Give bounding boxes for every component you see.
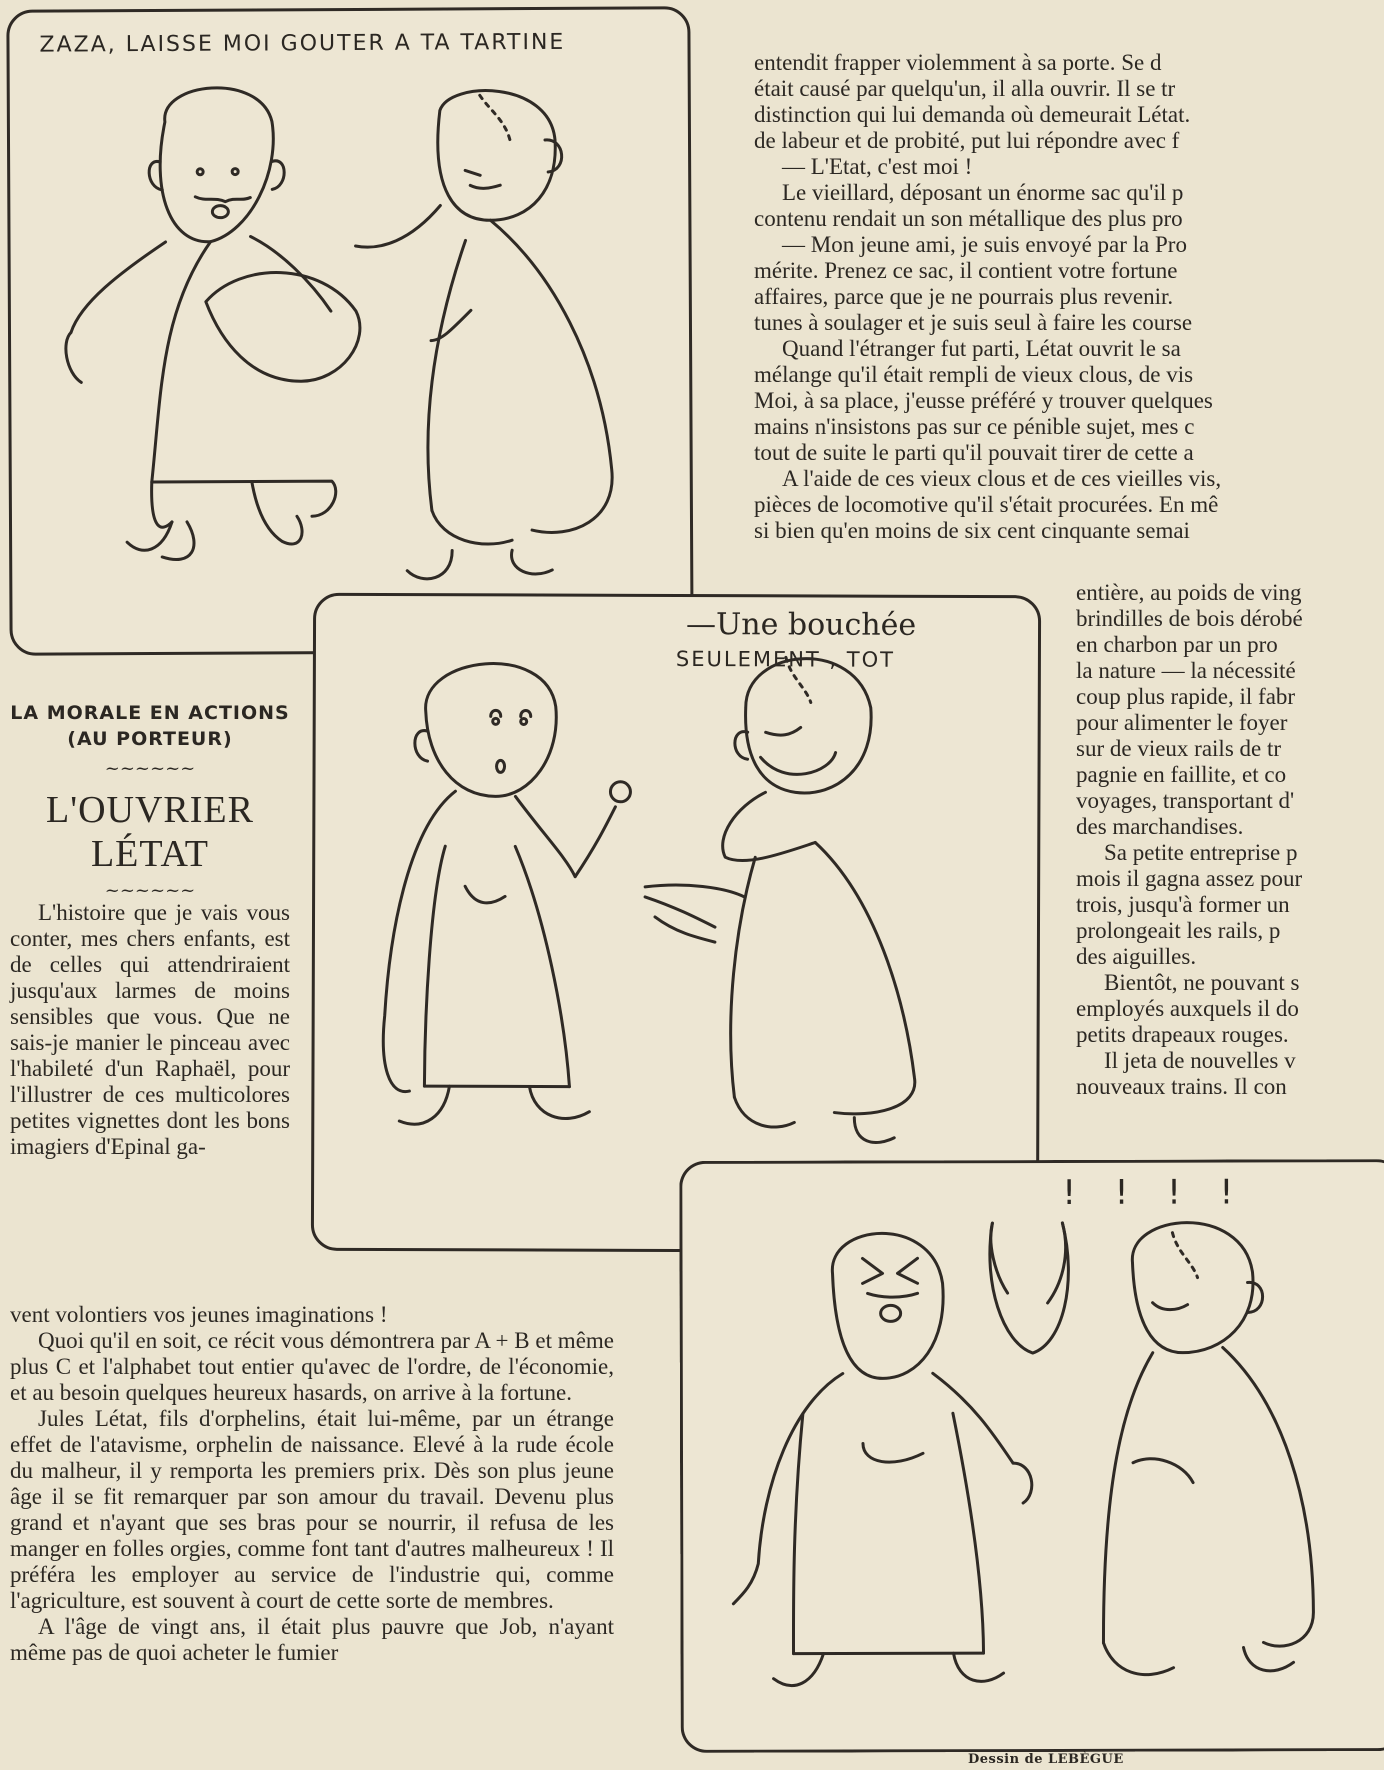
narrow-line-19: Il jeta de nouvelles v [1104, 1048, 1296, 1073]
narrow-line-10: des marchandises. [1076, 814, 1244, 839]
right-line-13: mélange qu'il était rempli de vieux clous, de vis [754, 362, 1194, 387]
panel-2-caption-line2: SEULEMENT , TOT [675, 646, 896, 672]
right-line-19: si bien qu'en moins de six cent cinquante semai [754, 518, 1190, 543]
flourish-bottom: ~~~~~~ [104, 880, 196, 901]
narrow-line-1: entière, au poids de ving [1076, 580, 1302, 605]
narrow-line-14: prolongeait les rails, p [1076, 918, 1281, 943]
drawing-credit: Dessin de LEBÈGUE [968, 1752, 1124, 1767]
right-line-2: était causé par quelqu'un, il alla ouvrir. Il se tr [754, 76, 1176, 101]
comic-panel-1 [6, 6, 693, 656]
narrow-line-9: voyages, transportant d' [1076, 788, 1295, 813]
bottom-paragraph-3: Jules Létat, fils d'orphelins, était lui-même, par un étrange effet de l'atavisme, orphelin de naissance. Elevé à la rude école du malheur, il y remporta les premiers prix. Dès son plus jeune âge il se fit remarquer par son amour du travail. Devenu plus grand et n'ayant que ses bras pour se nourrir, il refusa de les manger en folles orgies, comme font tant d'autres malheureux ! Il préféra les employer au service de l'industrie qui, comme l'agriculture, est souvent à court de cette sorte de membres. [10, 1406, 614, 1613]
right-line-10: affaires, parce que je ne pourrais plus revenir. [754, 284, 1174, 309]
right-line-15: mains n'insistons pas sur ce pénible sujet, mes c [754, 414, 1195, 439]
right-line-1: entendit frapper violemment à sa porte. Se d [754, 50, 1162, 75]
right-line-9: mérite. Prenez ce sac, il contient votre fortune [754, 258, 1178, 283]
comic-panel-3 [679, 1159, 1384, 1753]
right-line-11: tunes à soulager et je suis seul à faire les course [754, 310, 1193, 335]
series-subtitle: (AU PORTEUR) [67, 728, 233, 750]
bottom-paragraph-2: Quoi qu'il en soit, ce récit vous démontrera par A + B et même plus C et l'alphabet tout entier qu'avec de l'ordre, de l'économie, et au besoin quelques heureux hasards, on arrive à la fortune. [10, 1328, 614, 1405]
narrow-line-5: coup plus rapide, il fabr [1076, 684, 1296, 709]
right-line-17: A l'aide de ces vieux clous et de ces vieilles vis, [782, 466, 1222, 491]
article-header [0, 700, 300, 900]
article-narrow-column [1076, 580, 1376, 1100]
narrow-line-7: sur de vieux rails de tr [1076, 736, 1282, 761]
comic-panel-2 [311, 593, 1041, 1254]
narrow-line-8: pagnie en faillite, et co [1076, 762, 1287, 787]
narrow-line-12: mois il gagna assez pour [1076, 866, 1303, 891]
article-title: L'OUVRIER LÉTAT [46, 789, 254, 875]
right-line-16: tout de suite le parti qu'il pouvait tirer de cette a [754, 440, 1194, 465]
narrow-line-20: nouveaux trains. Il con [1076, 1074, 1287, 1099]
right-line-5: — L'Etat, c'est moi ! [782, 154, 973, 179]
flourish-top: ~~~~~~ [104, 758, 196, 779]
panel-2-drawing [314, 596, 1038, 1251]
panel-3-drawing [682, 1162, 1384, 1750]
panel-2-caption-line1: —Une bouchée [685, 607, 917, 643]
panel-1-caption: ZAZA, LAISSE MOI GOUTER A TA TARTINE [39, 29, 566, 58]
narrow-line-16: Bientôt, ne pouvant s [1104, 970, 1300, 995]
right-line-14: Moi, à sa place, j'eusse préféré y trouver quelques [754, 388, 1213, 413]
narrow-line-11: Sa petite entreprise p [1104, 840, 1298, 865]
narrow-line-2: brindilles de bois dérobé [1076, 606, 1303, 631]
right-line-7: contenu rendait un son métallique des plus pro [754, 206, 1183, 231]
right-line-12: Quand l'étranger fut parti, Létat ouvrit le sa [782, 336, 1181, 361]
right-line-18: pièces de locomotive qu'il s'était procurées. En mê [754, 492, 1219, 517]
narrow-line-6: pour alimenter le foyer [1076, 710, 1288, 735]
narrow-line-15: des aiguilles. [1076, 944, 1197, 969]
article-left-column [10, 900, 290, 1160]
right-line-3: distinction qui lui demanda où demeurait Létat. [754, 102, 1191, 127]
right-line-6: Le vieillard, déposant un énorme sac qu'il p [782, 180, 1184, 205]
right-line-8: — Mon jeune ami, je suis envoyé par la Pro [782, 232, 1187, 257]
narrow-line-13: trois, jusqu'à former un [1076, 892, 1290, 917]
article-bottom-column [10, 1302, 614, 1666]
panel-3-caption: ! ! ! ! [1062, 1172, 1248, 1213]
right-line-4: de labeur et de probité, put lui répondre avec f [754, 128, 1180, 153]
article-right-column [754, 50, 1374, 544]
panel-1-drawing [9, 9, 690, 653]
narrow-line-17: employés auxquels il do [1076, 996, 1299, 1021]
left-paragraph-1: L'histoire que je vais vous conter, mes chers enfants, est de celles qui attendriraient jusqu'aux larmes de moins sensibles que vous. Que ne sais-je manier le pinceau avec l'habileté d'un Raphaël, pour l'illustrer de ces multicolores petites vignettes dont les bons imagiers d'Epinal ga- [10, 900, 290, 1159]
bottom-paragraph-4: A l'âge de vingt ans, il était plus pauvre que Job, n'ayant même pas de quoi acheter le fumier [10, 1614, 614, 1665]
bottom-paragraph-1: vent volontiers vos jeunes imaginations ! [10, 1302, 388, 1327]
narrow-line-18: petits drapeaux rouges. [1076, 1022, 1289, 1047]
narrow-line-3: en charbon par un pro [1076, 632, 1278, 657]
narrow-line-4: la nature — la nécessité [1076, 658, 1296, 683]
series-title: LA MORALE EN ACTIONS [10, 702, 290, 724]
